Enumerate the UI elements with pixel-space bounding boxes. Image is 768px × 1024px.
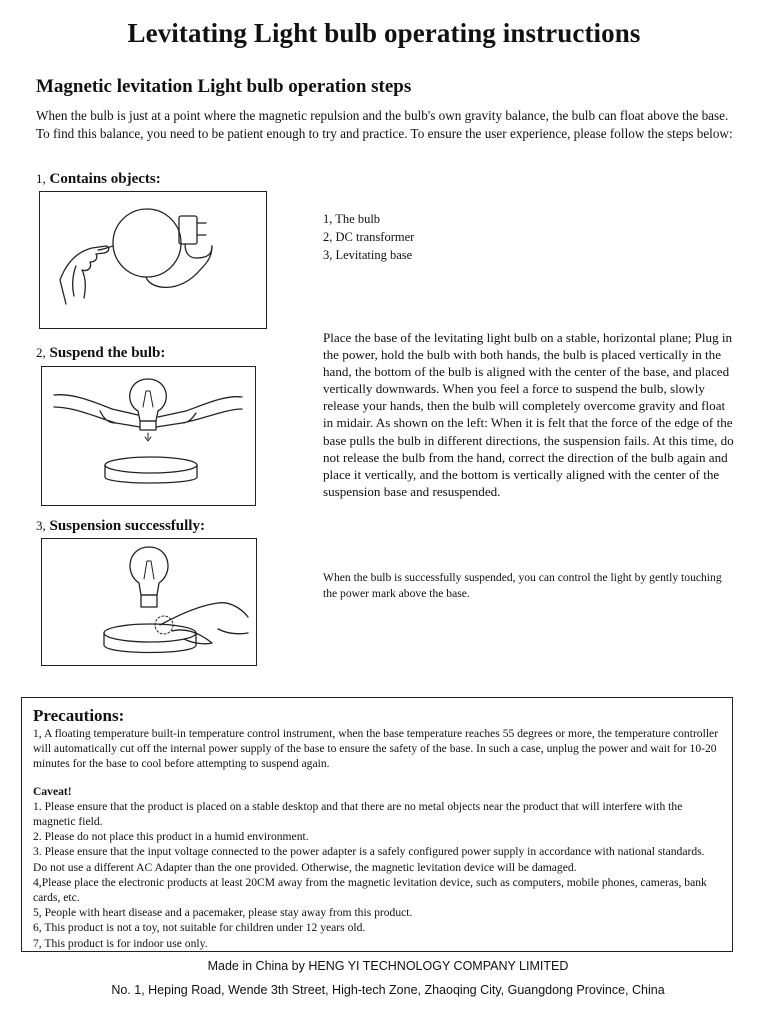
step-2-heading: [36, 345, 165, 362]
part-transformer: 2, DC transformer: [323, 230, 415, 244]
step-3-heading: [36, 518, 205, 535]
parts-list: [323, 210, 414, 264]
footer-address: No. 1, Heping Road, Wende 3th Street, High-tech Zone, Zhaoqing City, Guangdong Province, China: [111, 983, 665, 997]
caveat-title: Caveat!: [33, 784, 72, 798]
precautions-title: Precautions:: [33, 706, 125, 725]
base-icon: [104, 624, 196, 653]
section-subtitle: Magnetic levitation Light bulb operation steps: [36, 76, 412, 97]
step-1-number: 1,: [36, 171, 46, 186]
precaution-item-1: 1, A floating temperature built-in temperature control instrument, when the base temperature reaches 55 degrees or more, the temperature controller will automatically cut off the internal power supply of the base to ensure the safety of the base. In such a case, unplug the power and wait for 10-20 minutes for the base to cool before attempting to suspend again.: [33, 727, 719, 771]
caveat-item: 1. Please ensure that the product is placed on a stable desktop and that there are no metal objects near the product that will interfere with the magnetic field.: [33, 799, 683, 829]
hand-icon: [60, 246, 109, 304]
bulb-globe-icon: [113, 209, 181, 277]
success-illustration: [42, 539, 256, 665]
part-bulb: 1, The bulb: [323, 212, 381, 226]
step-3-number: 3,: [36, 518, 46, 533]
precautions-box: [21, 697, 733, 952]
success-description: When the bulb is successfully suspended, you can control the light by gently touching the power mark above the base.: [323, 571, 722, 600]
finger-touch-icon: [160, 603, 248, 644]
caveat-item: 7, This product is for indoor use only.: [33, 936, 208, 950]
step-2-number: 2,: [36, 345, 46, 360]
step-1-heading: [36, 171, 161, 188]
footer-maker: Made in China by HENG YI TECHNOLOGY COMPANY LIMITED: [207, 959, 569, 973]
right-hand-icon: [156, 397, 242, 427]
arrow-down-icon: [145, 433, 151, 441]
step-1-label: Contains objects:: [49, 171, 161, 187]
dc-adapter-icon: [179, 216, 212, 258]
figure-suspend: [41, 366, 256, 506]
suspend-instructions: Place the base of the levitating light bulb on a stable, horizontal plane; Plug in the power, hold the bulb with both hands, the bulb is placed vertically in the hand, the bottom of the bulb is aligned with the center of the base, and placed vertically downwards. When you feel a force to suspend the bulb, slowly release your hands, then the bulb will completely overcome gravity and float in midair. As shown on the left: When it is felt that the force of the edge of the base pulls the bulb in different directions, the suspension fails. At this time, do not release the bulb from the hand, correct the direction of the bulb again and place it vertically, and the bottom is vertically aligned with the center of the suspension base and resuspended.: [323, 330, 734, 499]
step-3-label: Suspension successfully:: [49, 518, 205, 534]
caveat-item: 3. Please ensure that the input voltage connected to the power adapter is a safely configured power supply in accordance with national standards. Do not use a different AC Adapter than the one provided. Otherwise, the magnetic levitation device will be damaged.: [33, 845, 705, 874]
caveat-item: 6, This product is not a toy, not suitable for children under 12 years old.: [33, 921, 366, 935]
caveat-item: 2. Please do not place this product in a humid environment.: [33, 830, 309, 844]
figure-success: [41, 538, 257, 666]
step-2-label: Suspend the bulb:: [49, 345, 166, 361]
base-icon: [105, 457, 197, 483]
floating-bulb-icon: [130, 547, 168, 607]
left-hand-icon: [54, 395, 140, 427]
suspend-illustration: [42, 367, 255, 505]
page-title: Levitating Light bulb operating instructions: [127, 18, 641, 48]
intro-paragraph: When the bulb is just at a point where the magnetic repulsion and the bulb's own gravity balance, the bulb can float above the base. To find this balance, you need to be patient enough to try and practice. To ensure the user experience, please follow the steps below:: [36, 108, 733, 141]
figure-contents: [39, 191, 267, 329]
caveat-item: 4,Please place the electronic products at least 20CM away from the magnetic levitation device, such as computers, mobile phones, cameras, bank cards, etc.: [33, 875, 707, 905]
bulb-icon: [130, 379, 167, 430]
contents-illustration: [40, 192, 266, 328]
part-base: 3, Levitating base: [323, 248, 413, 262]
caveat-item: 5, People with heart disease and a pacemaker, please stay away from this product.: [33, 906, 413, 920]
